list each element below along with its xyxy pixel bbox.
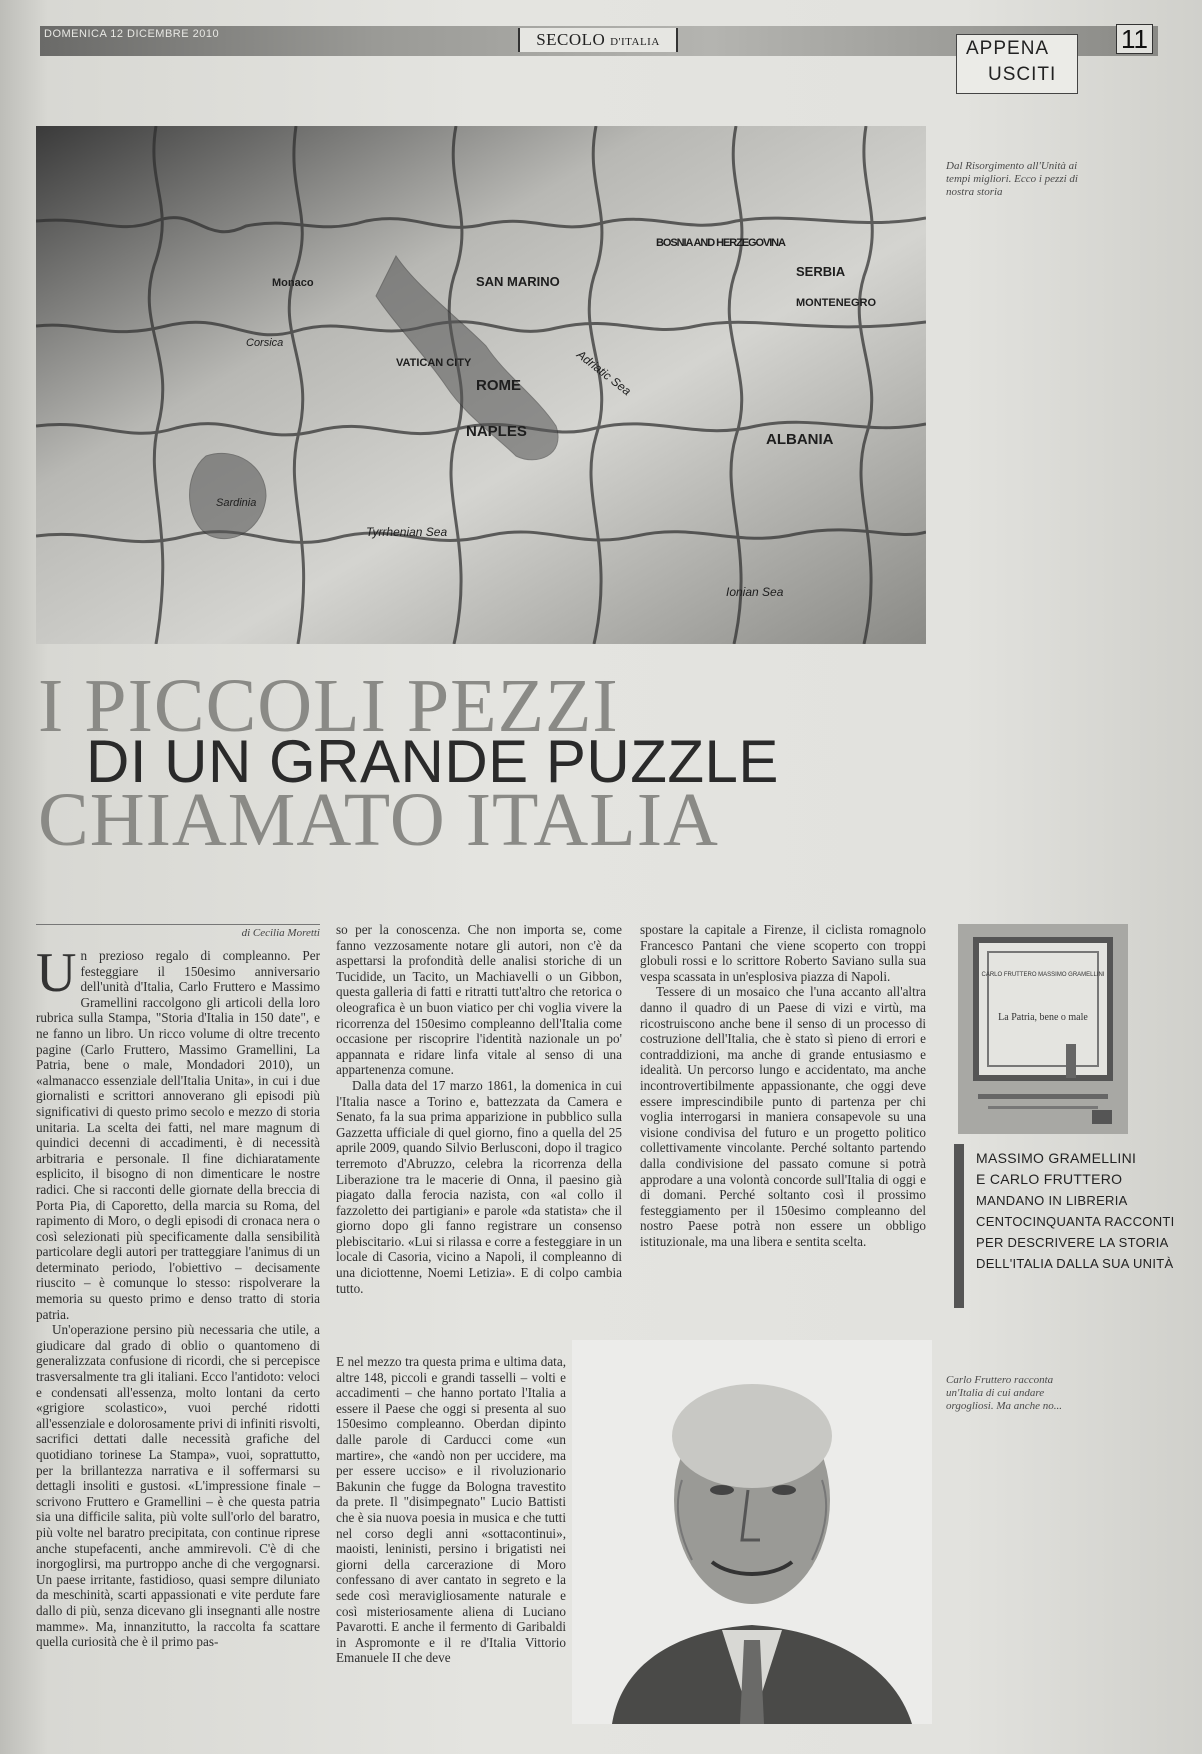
portrait-photo — [572, 1340, 932, 1724]
map-label-tyrrhenian: Tyrrhenian Sea — [366, 525, 448, 539]
sidebar-blurb — [954, 1144, 1186, 1308]
paragraph: Tessere di un mosaico che l'una accanto all'altra danno il quadro di un Paese di vizi e virtù, ma ricostruiscono anche bene il senso di un processo di costruzione dell'Italia, che è stato sì pieno di errori e contraddizioni, ma anche di grande entusiasmo e idealità. Un percorso lungo e accidentato, ma anche incontrovertibilmente appassionante, che oggi deve essere imprescindibile punto di partenza per chi voglia interrogarsi in maniera consapevole su una visione condivisa del futuro e un progetto politico collettivamente vincolante. Perché soltanto partendo dalla condivisione del passato comune si potrà approdare a una volontà concorde sull'Italia di oggi e di domani. Perché soltanto così il prossimo festeggiamento per il 150esimo compleanno del nostro Paese potrà non essere un obbligo istituzionale, ma una libera e sentita scelta. — [640, 984, 926, 1249]
page-number: 11 — [1116, 24, 1153, 54]
puzzle-map-photo — [36, 126, 926, 644]
headline-line1: I PICCOLI PEZZI — [38, 664, 619, 748]
drop-cap: U — [36, 942, 77, 1004]
article-column-3 — [640, 922, 926, 1249]
headline-line2: DI UN GRANDE PUZZLE — [86, 728, 779, 795]
masthead-subtitle: D'ITALIA — [610, 36, 660, 48]
issue-date: DOMENICA 12 DICEMBRE 2010 — [44, 28, 220, 40]
map-label-adriatic: Adriatic Sea — [574, 347, 634, 399]
portrait-caption: Carlo Fruttero racconta un'Italia di cui andare orgogliosi. Ma anche no... — [946, 1374, 1062, 1412]
paragraph: Un'operazione persino più necessaria che utile, a giudicare dal grado di oblio o quantomeno di generalizzata confusione di ricordi, che si percepisce trasversalmente tra gli italiani. Ecco l'antidoto: veloci e condensati all'essenza, molto lontani da certo «grigiore scolastico», vuoi perché ridotti all'essenziale e dolorosamente privi di infiniti risvolti, sacrifici dettati dalle necessità grafiche del quotidiano torinese La Stampa», vuoi, soprattutto, per la brillantezza narrativa e il soffermarsi su dettagli insoliti e gustosi. «L'impressione finale – scrivono Fruttero e Gramellini – è che questa patria sia una difficile salita, più volte sull'orlo del baratro, più volte nel baratro precipitata, con continue riprese anche stupefacenti, anche ammirevoli. C'è di che inorgoglirsi, ma purtroppo anche di che vergognarsi. Un paese irritante, fastidioso, quasi sempre diluniato da meschinità, scarti appassionati e vite perdute fare dallo di più, senza dicevano gli insegnanti alle nostre mamme». Ma, innanzitutto, la raccolta fa scattare quella curiosità che è il primo pas- — [36, 1322, 321, 1650]
map-label-monaco: Monaco — [272, 277, 314, 289]
section-label-line2: USCITI — [988, 64, 1057, 85]
paragraph: so per la conoscenza. Che non importa se, come fanno vezzosamente notare gli autori, non c'è da aspettarsi la profondità delle analisi storiche di un Tucidide, un Tacito, un Machiavelli o un Gibbon, questa galleria di fatti e ritratti tutt'altro che retorica o oleografica è un buon viatico per chi voglia vivere la ricorrenza del 150esimo compleanno dell'Italia come occasione per riscoprire l'identità nazionale un po' appannata e ridare linfa vitale al senso di una appartenenza comune. — [336, 922, 622, 1078]
map-label-albania: ALBANIA — [766, 431, 834, 448]
map-label-corsica: Corsica — [246, 337, 284, 349]
map-label-ionian: Ionian Sea — [726, 585, 784, 599]
paragraph: E nel mezzo tra questa prima e ultima data, altre 148, piccoli e grandi tasselli – volti e accadimenti – che hanno portato l'Italia a essere il Paese che oggi si presenta al suo 150esimo compleanno. Oberdan dipinto dalle parole di Carducci come «un martire», che «andò non per uccidere, ma per essere ucciso» e il rivoluzionario Bakunin che fugge da Bologna travestito da prete. Il "disimpegnato" Lucio Battisti che è sia nuova poesia in musica e che tutti nel corso degli anni «sottacontinui», maoisti, leninisti, persino i brigatisti nei giorni della carcerazione di Moro confessano di aver cantato in segreto e la sede così meravigliosamente naturale e così misteriosamente aliena di Luciano Pavarotti. E anche il fermento di Garibaldi in Aspromonte e il re d'Italia Vittorio Emanuele II che deve — [336, 1354, 566, 1666]
map-label-sardinia: Sardinia — [216, 497, 257, 509]
photo-caption: Dal Risorgimento all'Unità ai tempi migliori. Ecco i pezzi di nostra storia — [946, 160, 1078, 198]
byline: di Cecilia Moretti — [36, 924, 320, 939]
sidebar-line: E CARLO FRUTTERO — [976, 1171, 1123, 1187]
section-label-line1: APPENA — [966, 38, 1050, 59]
sidebar-line: MASSIMO GRAMELLINI — [976, 1150, 1137, 1166]
map-label-serbia: SERBIA — [796, 264, 846, 279]
map-label-montenegro: MONTENEGRO — [796, 297, 877, 309]
paragraph-text: n prezioso regalo di compleanno. Per festeggiare il 150esimo anniversario dell'unità d'Italia, Carlo Fruttero e Massimo Gramellini raccolgono gli articoli della loro rubrica sulla Stampa, "Storia d'Italia in 150 date", e ne fanno un libro. Un ricco volume di oltre trecento pagine (Carlo Fruttero, Massimo Gramellini, La Patria, bene o male, Mondadori 2010), un «almanacco essenziale dell'Italia Unita», in cui i due giornalisti e scrittori annoverano gli episodi più significativi di questo primo secolo e mezzo di storia unitaria. La scelta dei fatti, nel mare magnum di quindici decenni di accadimenti, è di necessità arbitraria e personale. Il fine dichiaratamente esplicito, il bisogno di non dimenticare le nostre radici. Che si racconti delle giornate della breccia di Porta Pia, di Caporetto, della marcia su Roma, del rapimento di Moro, o degli episodi di cronaca nera o così selezionati più specificamente dalla sensibilità particolare degli autori per tratteggiare l'animus di un determinato periodo, l'obiettivo – decisamente riuscito – è comunque lo stesso: rispolverare la memoria su questo primo e denso tratto di storia patria. — [36, 948, 320, 1322]
sidebar-line: DELL'ITALIA DALLA SUA UNITÀ — [976, 1256, 1174, 1271]
sidebar-line: PER DESCRIVERE LA STORIA — [976, 1235, 1169, 1250]
masthead-title: SECOLO — [536, 30, 606, 49]
book-cover — [958, 924, 1128, 1134]
map-label-rome: ROME — [476, 377, 521, 394]
map-label-bosnia: BOSNIA AND HERZEGOVINA — [656, 237, 786, 249]
book-title: La Patria, bene o male — [998, 1012, 1088, 1023]
paragraph: Dalla data del 17 marzo 1861, la domenica in cui l'Italia nasce a Torino e, battezzata da Camera e Senato, fa la sua prima apparizione in pubblico sulla Gazzetta ufficiale di quel giorno, fino a quella del 25 aprile 2009, quando Silvio Berlusconi, dopo il tragico terremoto d'Abruzzo, celebra la ricorrenza della Liberazione tra le macerie di Onna, il paesino già piagato dalla ferocia nazista, con «al collo il fazzoletto dei partigiani» e parole «da statista» che il giorno dopo gli fanno registrare un consenso plebiscitario. «Lui si rilassa e corre a festeggiare in un locale di Casoria, vicino a Napoli, il compleanno di una diciottenne, Noemi Letizia». E di colpo cambia tutto. — [336, 1077, 622, 1296]
headline-line3: CHIAMATO ITALIA — [38, 778, 719, 862]
article-column-1 — [36, 942, 321, 1650]
article-column-2-lower — [336, 1354, 566, 1666]
map-label-san-marino: SAN MARINO — [476, 274, 560, 289]
sidebar-line: MANDANO IN LIBRERIA — [976, 1193, 1128, 1208]
sidebar-line: CENTOCINQUANTA RACCONTI — [976, 1214, 1175, 1229]
book-authors: CARLO FRUTTERO MASSIMO GRAMELLINI — [981, 972, 1105, 978]
map-label-naples: NAPLES — [466, 423, 527, 440]
paragraph: spostare la capitale a Firenze, il ciclista romagnolo Francesco Pantani che viene scoperto con troppi globuli rossi e lo scrittore Roberto Saviano sulla sua vespa scassata in un'esplosiva piazza di Napoli. — [640, 922, 926, 984]
article-column-2 — [336, 922, 622, 1296]
paragraph — [36, 942, 320, 1322]
masthead — [518, 28, 678, 52]
map-label-vatican: VATICAN CITY — [396, 357, 472, 369]
